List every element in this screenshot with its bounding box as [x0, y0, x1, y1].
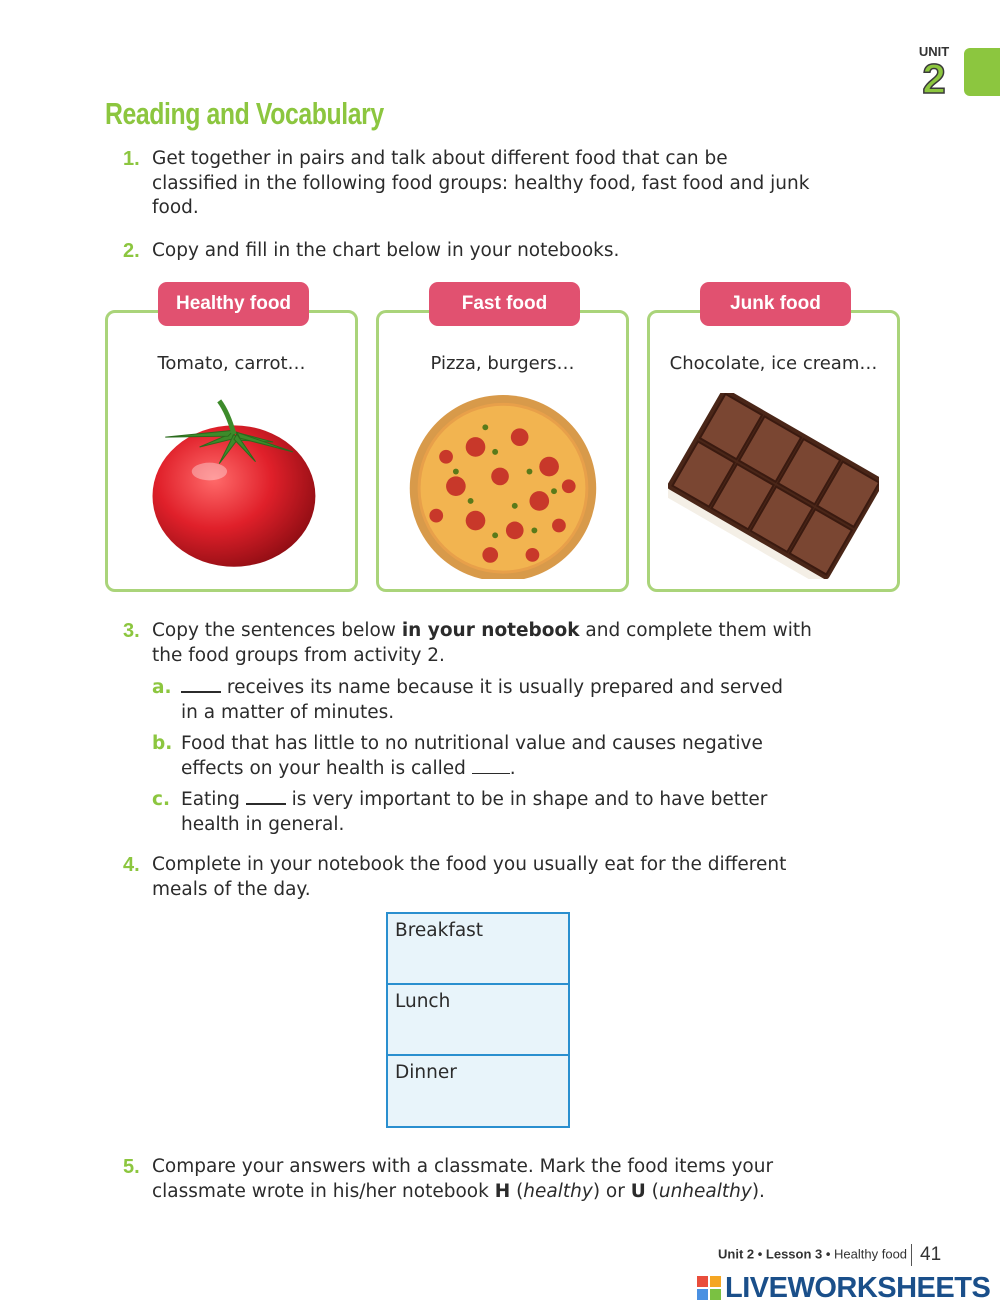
answer-blank[interactable]	[181, 677, 221, 693]
meal-row-dinner[interactable]: Dinner	[388, 1056, 568, 1126]
healthy-food-box	[105, 310, 358, 592]
page-footer: Unit 2 • Lesson 3 • Healthy food 41	[718, 1244, 942, 1265]
fast-food-examples: Pizza, burgers…	[430, 353, 575, 374]
meals-table	[386, 912, 570, 1128]
meal-row-breakfast[interactable]: Breakfast	[388, 914, 568, 985]
unit-number: 2	[922, 55, 946, 102]
healthy-food-examples: Tomato, carrot…	[157, 353, 306, 374]
activity-text: Copy the sentences below in your notebook and complete them with the food groups from activity 2.	[152, 620, 812, 666]
page-number: 41	[920, 1244, 942, 1265]
brand-name: LIVEWORKSHEETS	[725, 1272, 991, 1304]
junk-food-examples: Chocolate, ice cream…	[669, 353, 878, 374]
activity-number: 2.	[123, 240, 140, 262]
activity-text: Complete in your notebook the food you usually eat for the different meals of the day.	[152, 854, 787, 900]
activity-text: Compare your answers with a classmate. Mark the food items your classmate wrote in his/her notebook H (healthy) or U (unhealthy).	[152, 1156, 774, 1202]
item-letter: b.	[152, 733, 173, 754]
activity-number: 4.	[123, 854, 140, 876]
healthy-food-label: Healthy food	[158, 282, 309, 326]
activity-text: Copy and fill in the chart below in your notebooks.	[152, 240, 620, 261]
junk-food-box	[647, 310, 900, 592]
meal-row-lunch[interactable]: Lunch	[388, 985, 568, 1056]
tomato-image	[126, 393, 337, 579]
sentence-b: b. Food that has little to no nutritional value and causes negative effects on your health is called .	[152, 733, 763, 779]
activity-number: 1.	[123, 148, 140, 170]
emphasis: in your notebook	[401, 620, 580, 641]
fast-food-label: Fast food	[429, 282, 580, 326]
logo-grid-icon	[697, 1276, 721, 1300]
activity-number: 5.	[123, 1156, 140, 1178]
item-letter: c.	[152, 789, 170, 810]
page-title: Reading and Vocabulary	[105, 96, 384, 131]
answer-blank[interactable]	[246, 789, 286, 805]
item-letter: a.	[152, 677, 172, 698]
sentence-a: a. receives its name because it is usually prepared and served in a matter of minutes.	[152, 677, 783, 723]
unit-label: UNIT	[918, 44, 950, 59]
activity-1	[123, 147, 813, 221]
activity-2	[123, 239, 813, 264]
pizza-image	[397, 393, 608, 579]
activity-5	[123, 1155, 813, 1204]
activity-3	[123, 619, 813, 668]
unit-tab	[964, 48, 1000, 96]
activity-text: Get together in pairs and talk about different food that can be classified in the following food groups: healthy food, fast food and junk food.	[152, 148, 810, 218]
junk-food-label: Junk food	[700, 282, 851, 326]
fast-food-box	[376, 310, 629, 592]
sentence-c: c. Eating is very important to be in shape and to have better health in general.	[152, 789, 768, 835]
activity-4	[123, 853, 813, 902]
chocolate-image	[668, 393, 879, 579]
activity-number: 3.	[123, 620, 140, 642]
answer-blank[interactable]	[472, 759, 510, 774]
